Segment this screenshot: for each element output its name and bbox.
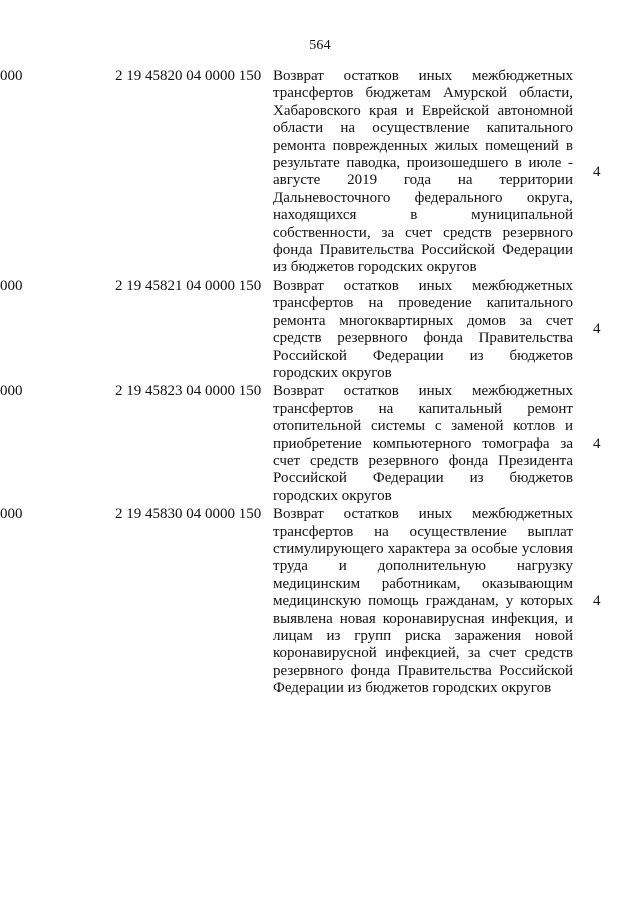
page-number: 564 — [309, 38, 331, 53]
income-type-name: Возврат остатков иных межбюджетных трансфертов на проведение капитального ремонта многоквартирных домов за счет средств резервного фонда Правительства Российской Федерации из бюджетов городских округов — [273, 277, 573, 381]
budget-classification-code: 2 19 45830 04 0000 150 — [115, 506, 262, 523]
budget-level: 4 — [593, 435, 601, 452]
income-type-name: Возврат остатков иных межбюджетных трансфертов на капитальный ремонт отопительной системы с заменой котлов и приобретение компьютерного томографа за счет средств резервного фонда Президента Российской Федерации из бюджетов городских округов — [273, 383, 573, 504]
admin-code-cell — [0, 278, 77, 382]
income-type-name: Возврат остатков иных межбюджетных трансфертов на осуществление выплат стимулирующего характера за особые условия труда и дополнительную нагрузку медицинским работникам, оказывающим медицинскую помощь гражданам, у которых выявлена новая коронавирусная инфекция, и лицам из групп риска заражения новой коронавирусной инфекцией, за счет средств резервного фонда Правительства Российской Федерации из бюджетов городских округов — [273, 506, 573, 697]
budget-level: 4 — [593, 593, 601, 610]
admin-code-cell — [0, 68, 77, 277]
table-row — [0, 68, 640, 277]
budget-level: 4 — [593, 321, 601, 338]
table-row — [0, 506, 640, 697]
admin-code-cell — [0, 506, 77, 697]
budget-code-table — [0, 68, 640, 699]
budget-classification-code: 2 19 45821 04 0000 150 — [115, 277, 262, 294]
admin-code: 000 — [0, 68, 23, 84]
admin-code: 000 — [0, 506, 23, 523]
budget-level: 4 — [593, 163, 601, 180]
budget-classification-code: 2 19 45820 04 0000 150 — [115, 68, 262, 84]
table-row — [0, 278, 640, 382]
admin-code-cell — [0, 383, 77, 505]
admin-code: 000 — [0, 277, 23, 294]
income-type-name: Возврат остатков иных межбюджетных трансфертов бюджетам Амурской области, Хабаровского края и Еврейской автономной области на осуществление капитального ремонта поврежденных жилых помещений в результате паводка, произошедшего в июле - августе 2019 года на территории Дальневосточного федерального округа, находящихся в муниципальной собственности, за счет средств резервного фонда Правительства Российской Федерации из бюджетов городских округов — [273, 68, 573, 276]
admin-code: 000 — [0, 383, 23, 400]
budget-classification-code: 2 19 45823 04 0000 150 — [115, 383, 262, 400]
table-row — [0, 383, 640, 505]
